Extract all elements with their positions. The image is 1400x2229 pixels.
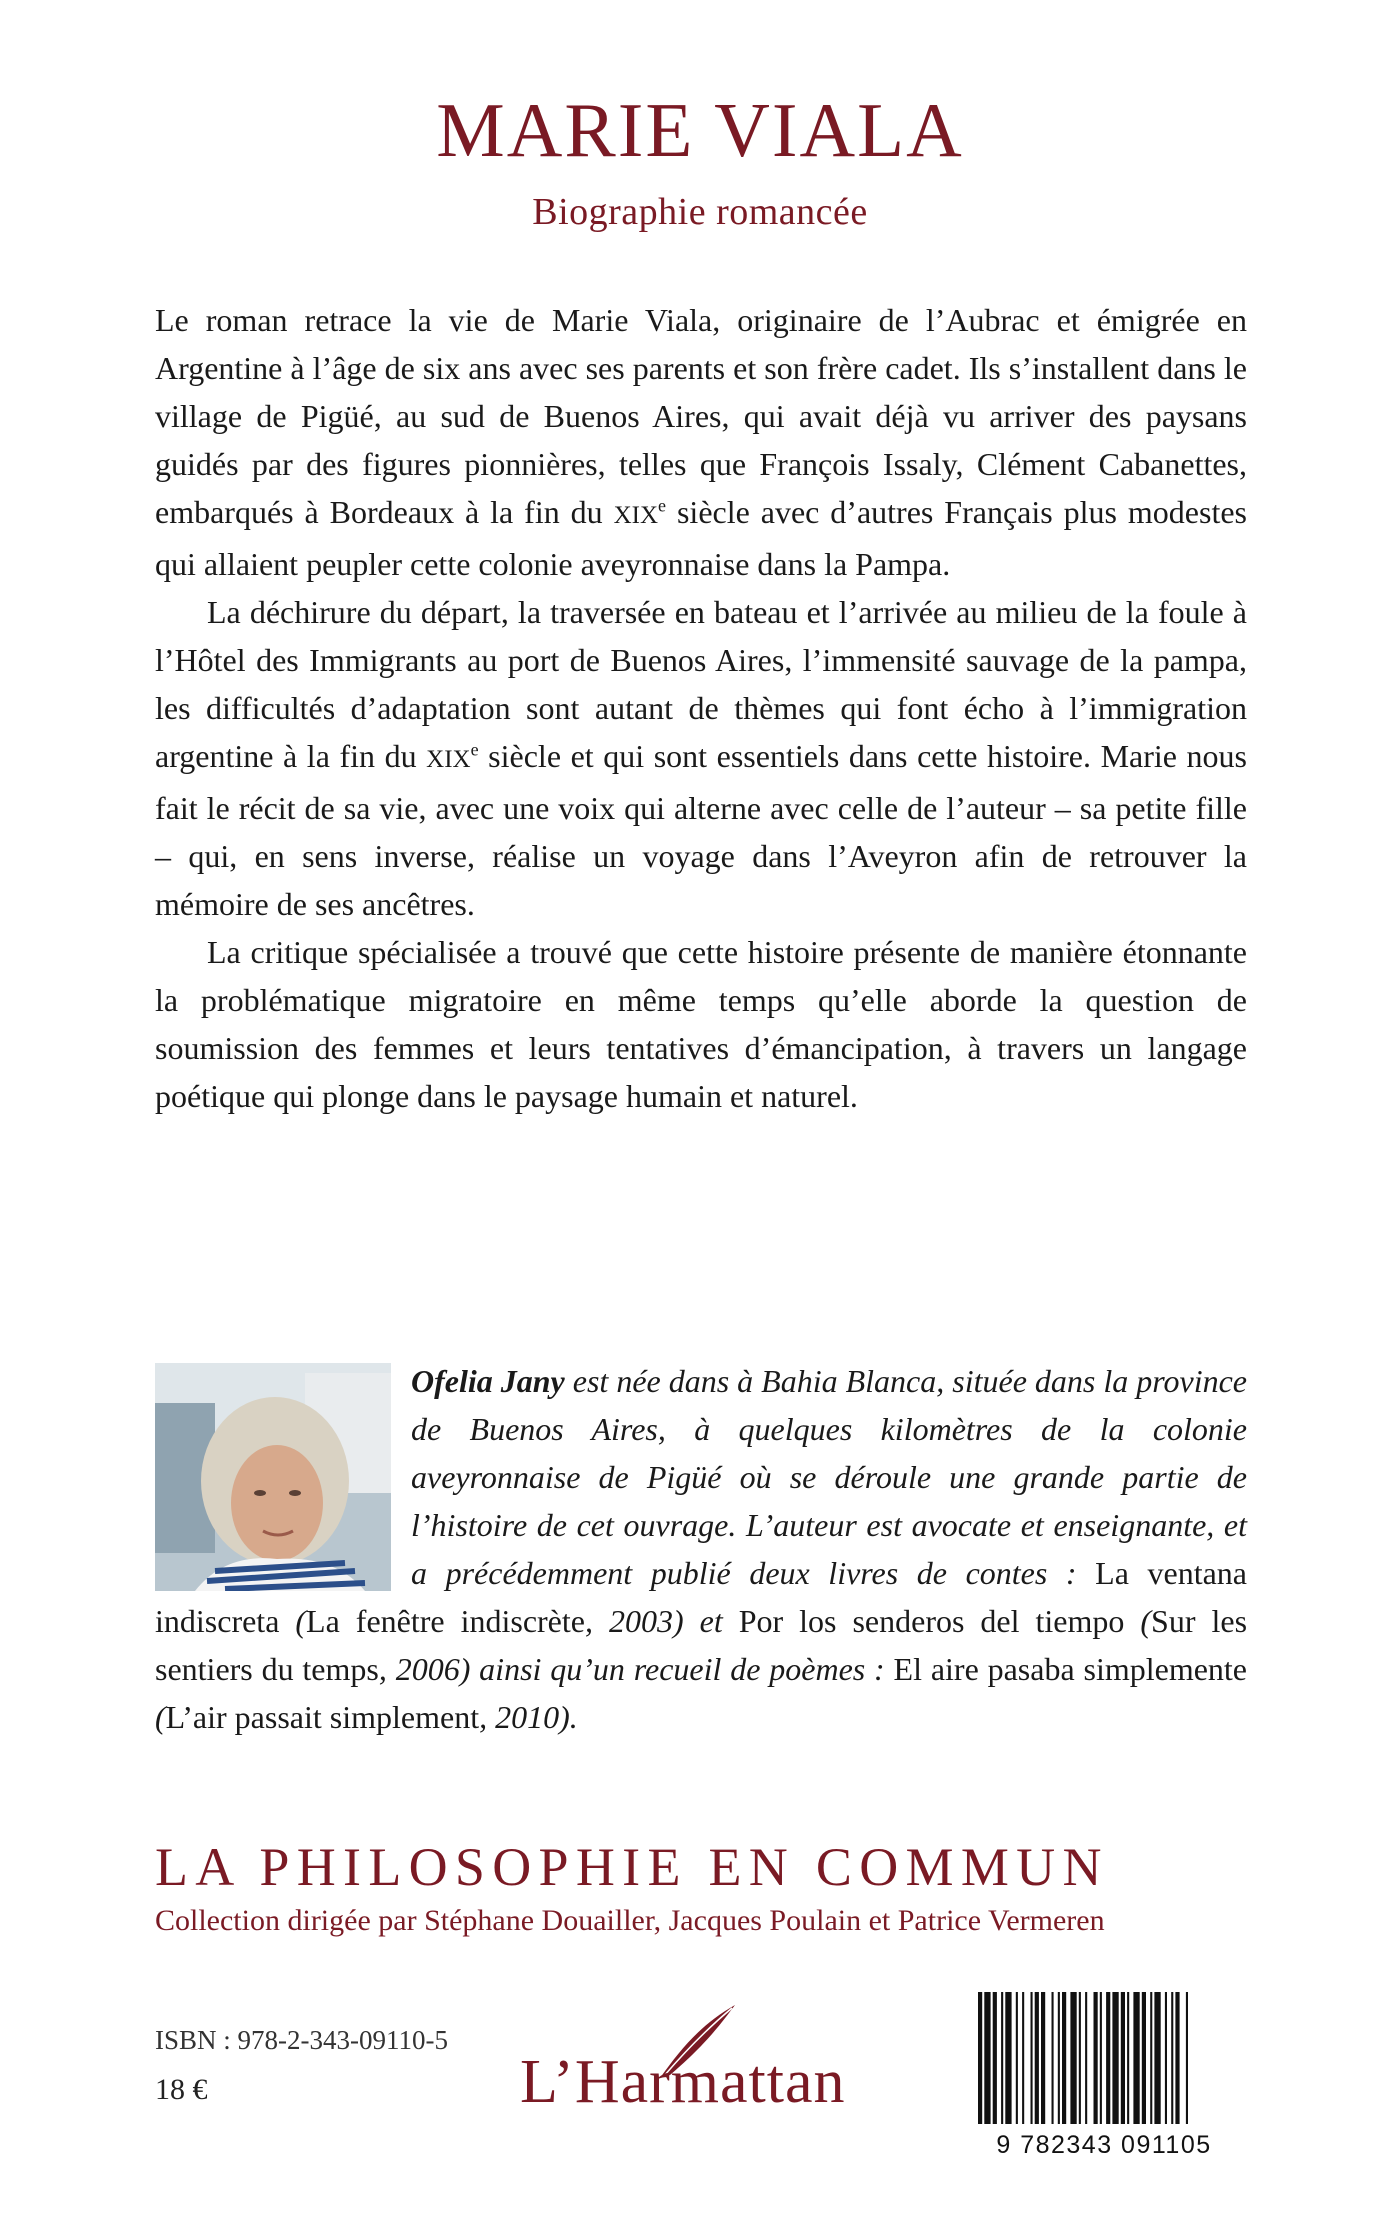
collection-directors: Collection dirigée par Stéphane Douailler, Jacques Poulain et Patrice Vermeren [155, 1904, 1105, 1937]
barcode-icon [968, 1988, 1240, 2128]
book-subtitle: Biographie romancée [532, 191, 868, 233]
summary-paragraph-3: La critique spécialisée a trouvé que cette histoire présente de manière étonnante la problématique migratoire en même temps qu’elle aborde la question de soumission des femmes et leurs tentatives d’émancipation, à travers un langage poétique qui plonge dans le paysage humain et naturel. [155, 934, 1247, 1114]
barcode-digits: 9 782343 091105 [996, 2131, 1212, 2159]
price: 18 € [155, 2073, 208, 2106]
isbn: ISBN : 978-2-343-09110-5 [155, 2025, 448, 2055]
book-title-2: Por los senderos del tiempo [738, 1603, 1125, 1639]
collection-name: LA PHILOSOPHIE EN COMMUN [155, 1837, 1109, 1897]
summary-paragraph-2: La déchirure du départ, la traversée en bateau et l’arrivée au milieu de la foule à l’Hôtel des Immigrants au port de Buenos Aires, l’immensité sauvage de la pampa, les difficultés d’adaptation sont autant de thèmes qui font écho à l’immigration argentine à la fin du XIXe siècle et qui sont essentiels dans cette histoire. Marie nous fait le récit de sa vie, avec une voix qui alterne avec celle de l’auteur – sa petite fille – qui, en sens inverse, réalise un voyage dans l’Aveyron afin de retrouver la mémoire de ses ancêtres. [155, 594, 1248, 922]
barcode [968, 1988, 1240, 2164]
summary-text [155, 296, 1247, 1120]
book-title-1: La ventana indiscreta [155, 1555, 1248, 1639]
publisher-name: L’Harmattan [520, 2048, 846, 2116]
book-title-3: El aire pasaba simplemente [893, 1651, 1248, 1687]
author-name: Ofelia Jany [411, 1363, 565, 1399]
book-title: MARIE VIALA [436, 87, 964, 173]
author-bio: Ofelia Jany est née dans à Bahia Blanca, située dans la province de Buenos Aires, à quelques kilomètres de la colonie aveyronnaise de Pigüé où se déroule une grande partie de l’histoire de cet ouvrage. L’auteur est avocate et enseignante, et a précédemment publié deux livres de contes : La ventana indiscreta (La fenêtre indiscrète, 2003) et Por los senderos del tiempo (Sur les sentiers du temps, 2006) ainsi qu’un recueil de poèmes : El aire pasaba simplemente (L’air passait simplement, 2010). [155, 1363, 1248, 1735]
publisher-logo [520, 2010, 900, 2130]
summary-paragraph-1: Le roman retrace la vie de Marie Viala, originaire de l’Aubrac et émigrée en Argentine à l’âge de six ans avec ses parents et son frère cadet. Ils s’installent dans le village de Pigüé, au sud de Buenos Aires, qui avait déjà vu arriver des paysans guidés par des figures pionnières, telles que François Issaly, Clément Cabanettes, embarqués à Bordeaux à la fin du XIXe siècle avec d’autres Français plus modestes qui allaient peupler cette colonie aveyronnaise dans la Pampa. [155, 302, 1248, 582]
